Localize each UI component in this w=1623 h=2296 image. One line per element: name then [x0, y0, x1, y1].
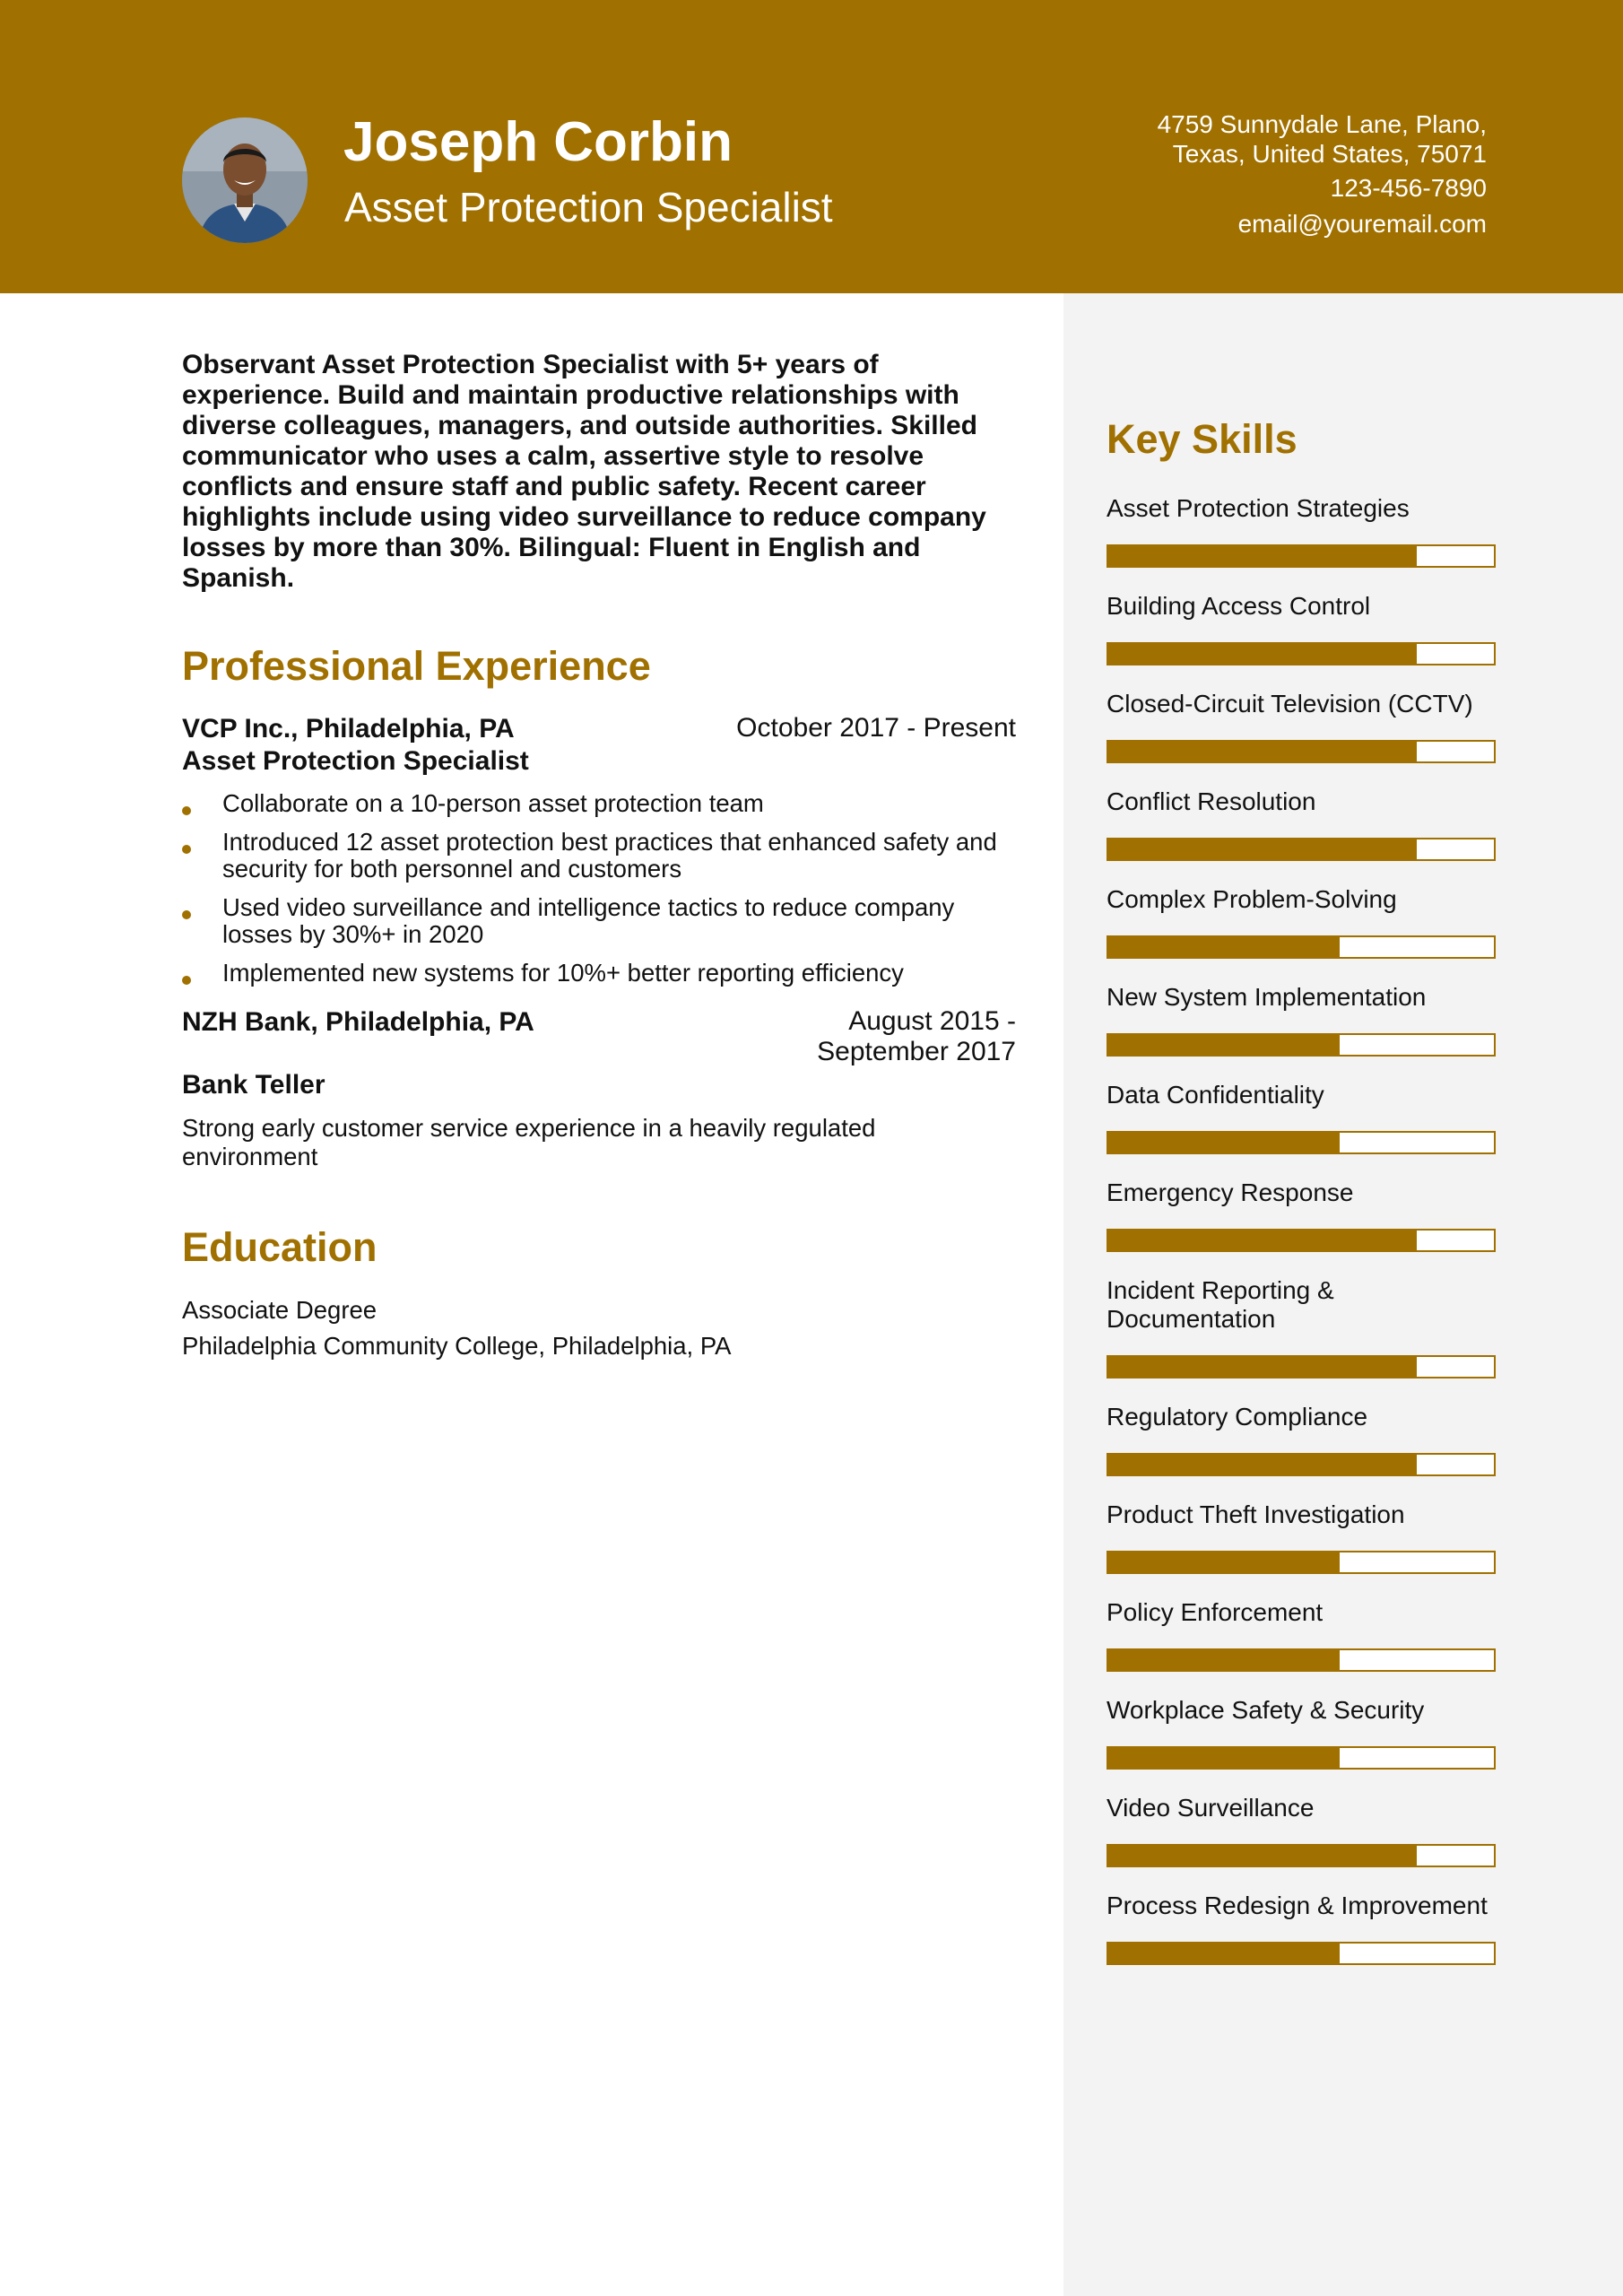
skill-level-fill — [1108, 1035, 1340, 1055]
skills-sidebar — [1063, 293, 1623, 2296]
skill-item — [1107, 1794, 1501, 1867]
bullet-dot-icon — [182, 806, 191, 815]
skill-name: Conflict Resolution — [1107, 787, 1316, 815]
job-entry-2 — [182, 1006, 1016, 1171]
list-item: Collaborate on a 10-person asset protection team — [182, 790, 1016, 817]
job-company: VCP Inc., Philadelphia, PA — [182, 714, 515, 744]
skill-level-bar — [1107, 1942, 1496, 1965]
bullet-dot-icon — [182, 910, 191, 919]
skills-list — [1107, 494, 1501, 1989]
skills-heading: Key Skills — [1107, 416, 1298, 462]
skill-name: Emergency Response — [1107, 1178, 1354, 1206]
skill-item — [1107, 1892, 1501, 1965]
skill-level-fill — [1108, 1357, 1417, 1377]
skill-level-fill — [1108, 644, 1417, 664]
skill-item — [1107, 1500, 1501, 1574]
person-photo-icon — [182, 117, 308, 243]
skill-item — [1107, 1178, 1501, 1252]
list-item: Used video surveillance and intelligence tactics to reduce company losses by 30%+ in 2020 — [182, 894, 1016, 948]
list-item: Implemented new systems for 10%+ better reporting efficiency — [182, 960, 1016, 987]
skill-item — [1107, 1403, 1501, 1476]
job-role: Asset Protection Specialist — [182, 746, 529, 776]
skill-level-bar — [1107, 838, 1496, 861]
job-description: Strong early customer service experience in a heavily regulated environment — [182, 1114, 876, 1170]
skill-level-fill — [1108, 1455, 1417, 1474]
skill-level-bar — [1107, 1746, 1496, 1770]
skill-item — [1107, 1081, 1501, 1154]
skill-level-bar — [1107, 740, 1496, 763]
skill-level-bar — [1107, 1648, 1496, 1672]
skill-level-bar — [1107, 1844, 1496, 1867]
job-dates: August 2015 - September 2017 — [817, 1006, 1016, 1066]
education-school: Philadelphia Community College, Philadelphia, PA — [182, 1332, 732, 1360]
skill-name: Process Redesign & Improvement — [1107, 1892, 1488, 1919]
skill-item — [1107, 1598, 1501, 1672]
skill-level-fill — [1108, 937, 1340, 957]
skill-level-fill — [1108, 546, 1417, 566]
skill-name: Data Confidentiality — [1107, 1081, 1324, 1109]
skill-item — [1107, 592, 1501, 665]
skill-level-bar — [1107, 1453, 1496, 1476]
skill-item — [1107, 494, 1501, 568]
main-column — [182, 350, 1016, 1364]
professional-summary: Observant Asset Protection Specialist with 5+ years of experience. Build and maintain productive relationships with diverse colleagues, managers, and outside authorities. Skilled communicator who uses a calm, assertive style to resolve conflicts and ensure staff and public safety. Recent career highlights include using video surveillance to reduce company losses by more than 30%. Bilingual: Fluent in English and Spanish. — [182, 350, 986, 593]
skill-level-bar — [1107, 935, 1496, 959]
skill-level-fill — [1108, 1650, 1340, 1670]
skill-item — [1107, 690, 1501, 763]
email-address: email@youremail.com — [1237, 210, 1487, 238]
address-line-1: 4759 Sunnydale Lane, Plano, — [1157, 110, 1487, 138]
header-banner — [0, 0, 1623, 293]
skill-name: New System Implementation — [1107, 983, 1427, 1011]
skill-level-fill — [1108, 1748, 1340, 1768]
skill-name: Workplace Safety & Security — [1107, 1696, 1425, 1724]
education-heading: Education — [182, 1224, 378, 1270]
contact-info — [1020, 109, 1487, 239]
skill-name: Asset Protection Strategies — [1107, 494, 1410, 522]
skill-level-fill — [1108, 1846, 1417, 1866]
education-entry — [182, 1292, 1016, 1364]
skill-level-fill — [1108, 839, 1417, 859]
skill-item — [1107, 1276, 1501, 1378]
skill-name: Regulatory Compliance — [1107, 1403, 1368, 1431]
bullet-dot-icon — [182, 845, 191, 854]
skill-item — [1107, 1696, 1501, 1770]
skill-level-bar — [1107, 1551, 1496, 1574]
skill-item — [1107, 885, 1501, 959]
phone-number: 123-456-7890 — [1330, 174, 1487, 202]
avatar — [182, 117, 308, 243]
skill-name: Incident Reporting & Documentation — [1107, 1276, 1334, 1333]
candidate-title: Asset Protection Specialist — [344, 184, 833, 230]
bullet-dot-icon — [182, 976, 191, 985]
list-item: Introduced 12 asset protection best practices that enhanced safety and security for both personnel and customers — [182, 829, 1016, 883]
skill-level-bar — [1107, 544, 1496, 568]
job-dates: October 2017 - Present — [736, 713, 1016, 743]
job-bullets — [182, 790, 1016, 987]
skill-name: Building Access Control — [1107, 592, 1371, 620]
skill-name: Video Surveillance — [1107, 1794, 1315, 1822]
skill-level-bar — [1107, 642, 1496, 665]
job-role: Bank Teller — [182, 1070, 325, 1100]
job-entry-1 — [182, 713, 1016, 987]
skill-level-fill — [1108, 1552, 1340, 1572]
skill-level-fill — [1108, 1133, 1340, 1152]
skill-level-fill — [1108, 1231, 1417, 1250]
skill-level-fill — [1108, 742, 1417, 761]
skill-level-fill — [1108, 1944, 1340, 1963]
skill-level-bar — [1107, 1229, 1496, 1252]
skill-item — [1107, 787, 1501, 861]
skill-name: Policy Enforcement — [1107, 1598, 1324, 1626]
skill-level-bar — [1107, 1033, 1496, 1057]
skill-item — [1107, 983, 1501, 1057]
education-degree: Associate Degree — [182, 1296, 378, 1324]
skill-level-bar — [1107, 1131, 1496, 1154]
skill-name: Complex Problem-Solving — [1107, 885, 1397, 913]
skill-name: Product Theft Investigation — [1107, 1500, 1405, 1528]
address-line-2: Texas, United States, 75071 — [1172, 140, 1487, 168]
candidate-name: Joseph Corbin — [343, 111, 733, 173]
experience-heading: Professional Experience — [182, 643, 651, 689]
job-company: NZH Bank, Philadelphia, PA — [182, 1007, 534, 1037]
skill-level-bar — [1107, 1355, 1496, 1378]
skill-name: Closed-Circuit Television (CCTV) — [1107, 690, 1473, 718]
